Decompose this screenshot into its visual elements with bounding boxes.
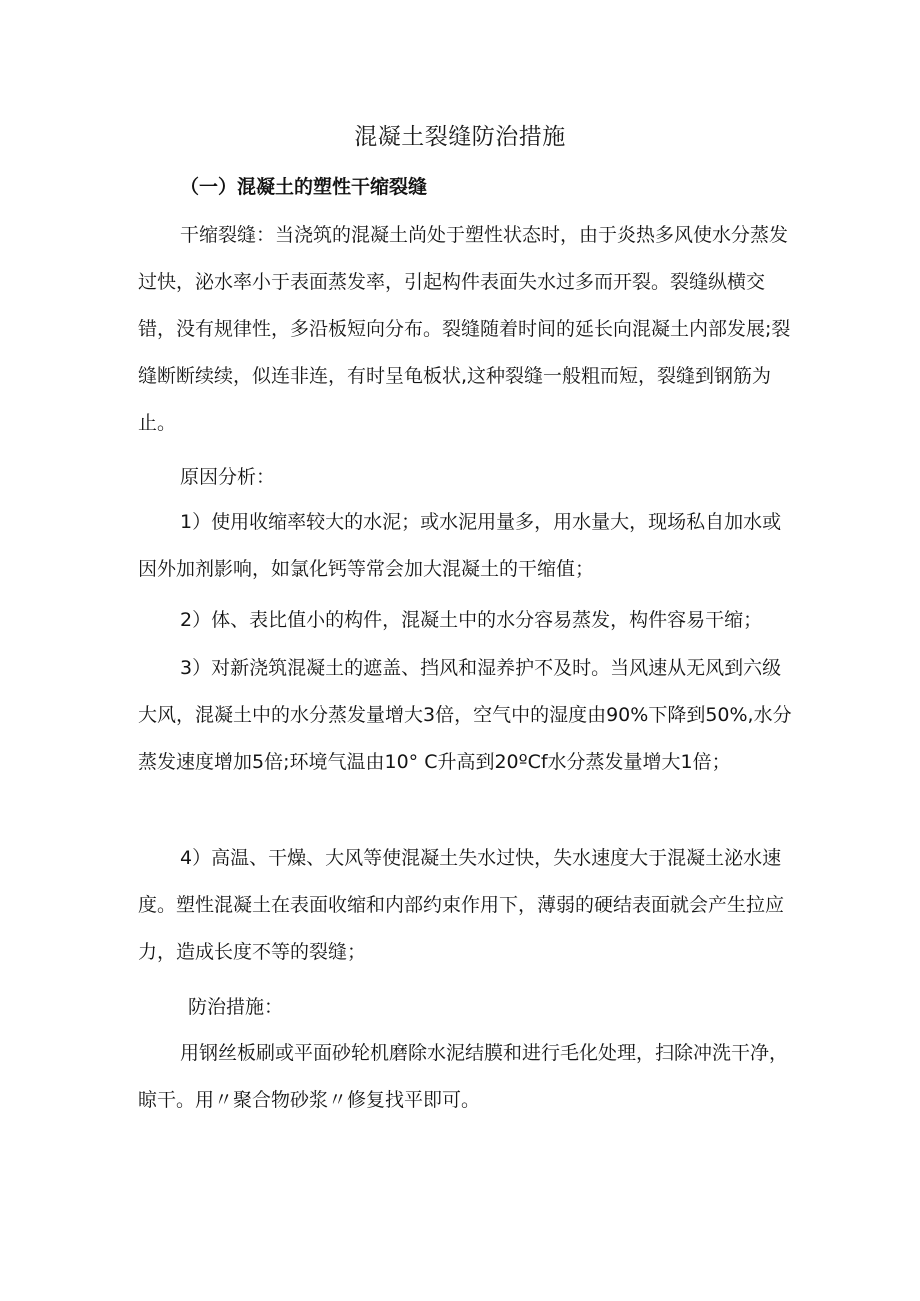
cause-item-4: 4）高温、干燥、大风等使混凝土失水过快，失水速度大于混凝土泌水速度。塑性混凝土在表面收缩和内部约束作用下，薄弱的硬结表面就会产生拉应力，造成长度不等的裂缝； — [138, 847, 785, 963]
cause-item-1: 1）使用收缩率较大的水泥；或水泥用量多，用水量大，现场私自加水或因外加剂影响，如氯化钙等常会加大混凝土的干缩值； — [138, 511, 782, 580]
cause-analysis-label: 原因分析： — [180, 466, 276, 488]
document-title: 混凝土裂缝防治措施 — [354, 124, 566, 150]
prevention-label: 防治措施： — [188, 996, 284, 1018]
paragraph-shrinkage-description: 干缩裂缝：当浇筑的混凝土尚处于塑性状态时，由于炎热多风使水分蒸发过快，泌水率小于表面蒸发率，引起构件表面失水过多而开裂。裂缝纵横交错，没有规律性，多沿板短向分布。裂缝随着时间的延长向混凝土内部发展;裂缝断断续续，似连非连，有时呈龟板状,这种裂缝一般粗而短，裂缝到钢筋为止。 — [138, 224, 791, 434]
cause-item-2: 2）体、表比值小的构件，混凝土中的水分容易蒸发，构件容易干缩； — [180, 609, 763, 631]
prevention-measures: 用钢丝板刷或平面砂轮机磨除水泥结膜和进行毛化处理，扫除冲洗干净，晾干。用〃聚合物砂浆〃修复找平即可。 — [138, 1042, 789, 1111]
cause-item-3: 3）对新浇筑混凝土的遮盖、挡风和湿养护不及时。当风速从无风到六级大风，混凝土中的水分蒸发量增大3倍，空气中的湿度由90%下降到50%,水分蒸发速度增加5倍;环境气温由10° C升高到20ºCf水分蒸发量增大1倍； — [138, 657, 792, 773]
section-heading: （一）混凝土的塑性干缩裂缝 — [180, 176, 428, 198]
